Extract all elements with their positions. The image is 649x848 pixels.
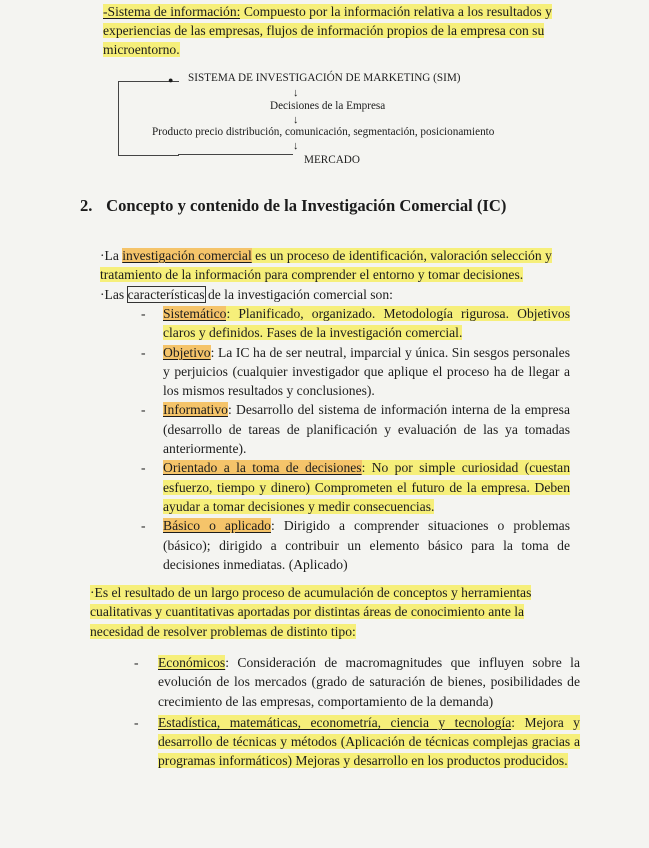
- feature-term: Básico o aplicado: [163, 518, 271, 534]
- list-item: [128, 653, 580, 711]
- dash: -: [141, 518, 146, 534]
- p2-pre: ·Las: [100, 287, 128, 302]
- arrow-down-icon: ↓: [293, 140, 299, 152]
- paragraph-origin: [90, 583, 578, 641]
- feature-text: : No por simple curiosidad (cuestan esfuerzo, tiempo y dinero) Comprometen el futuro de la empresa. Deben ayudar a tomar decisiones y medir consecuencias.: [163, 460, 570, 514]
- arrow-down-icon: ↓: [293, 114, 299, 126]
- list-item: [135, 400, 570, 458]
- areas-list: [128, 653, 580, 771]
- diagram-node-producto: Producto precio distribución, comunicación, segmentación, posicionamiento: [152, 126, 495, 138]
- area-term: Económicos: [158, 655, 226, 670]
- intro-term: -Sistema de información:: [103, 4, 241, 19]
- feature-text: : La IC ha de ser neutral, imparcial y única. Sin sesgos personales y perjuicios (cualquier investigador que aplique el proceso ha de llegar a los mismos resultados y conclusiones).: [163, 344, 570, 399]
- dash: -: [141, 402, 146, 418]
- features-list: [135, 304, 570, 574]
- paragraph-definition: [100, 246, 578, 285]
- dash: -: [134, 714, 139, 730]
- p1-highlight: investigación comercial: [122, 248, 252, 263]
- dash: -: [141, 306, 146, 321]
- p2-text: de la investigación comercial son:: [204, 287, 393, 302]
- feature-term: Sistemático: [163, 306, 227, 321]
- feature-term: Informativo: [163, 402, 228, 418]
- diagram-node-sim: SISTEMA DE INVESTIGACIÓN DE MARKETING (SIM): [188, 72, 461, 84]
- sim-diagram: [118, 72, 548, 172]
- dash: -: [141, 460, 146, 476]
- list-item: [128, 713, 580, 771]
- dash: -: [141, 344, 146, 360]
- feature-text: : Desarrollo del sistema de información interna de la empresa (desarrollo de tareas de planificación y evaluación de las ya tomadas anteriormente).: [163, 402, 570, 457]
- feature-text: : Planificado, organizado. Metodología rigurosa. Objetivos claros y definidos. Fases de la investigación comercial.: [163, 306, 570, 341]
- list-item: [135, 516, 570, 574]
- diagram-bracket-bottom: [178, 154, 293, 155]
- diagram-node-decisiones: Decisiones de la Empresa: [270, 100, 386, 112]
- p2-highlight: características: [127, 287, 205, 302]
- feature-term: Objetivo: [163, 344, 211, 360]
- list-item: [135, 304, 570, 343]
- arrow-down-icon: ↓: [293, 87, 299, 99]
- p3-text: ·Es el resultado de un largo proceso de acumulación de conceptos y herramientas cualitativas y cuantitativas aportadas por distintas áreas de conocimiento ante la necesidad de resolver problemas de distinto tipo:: [90, 585, 532, 639]
- intro-paragraph: [103, 2, 573, 59]
- dash: -: [134, 655, 139, 670]
- p1-pre: ·La: [100, 248, 123, 263]
- area-term: Estadística, matemáticas, econometría, ciencia y tecnología: [158, 714, 512, 730]
- p1-text: es un proceso de identificación, valoración selección y tratamiento de la información para comprender el entorno y tomar decisiones.: [100, 248, 552, 283]
- area-text: : Mejora y desarrollo de técnicas y métodos (Aplicación de técnicas complejas gracias a programas informáticos) Mejoras y desarrollo en los productos producidos.: [158, 714, 580, 769]
- feature-text: : Dirigido a comprender situaciones o problemas (básico); dirigido a contribuir un elemento básico para la toma de decisiones inmediatas. (Aplicado): [163, 518, 570, 572]
- paragraph-characteristics: [100, 285, 578, 304]
- diagram-bracket: [118, 81, 179, 156]
- section-number: 2.: [80, 196, 93, 215]
- feature-term: Orientado a la toma de decisiones: [163, 460, 362, 476]
- intro-text: Compuesto por la información relativa a los resultados y experiencias de las empresas, flujos de información propios de la empresa con su microentorno.: [103, 4, 552, 57]
- bullet-icon: ●: [168, 75, 174, 85]
- area-text: : Consideración de macromagnitudes que influyen sobre la evolución de los mercados (grado de saturación de bienes, posibilidades de crecimiento de las empresas, comportamiento de la demanda): [158, 655, 580, 709]
- section-heading: [80, 196, 506, 216]
- list-item: [135, 343, 570, 401]
- section-title: Concepto y contenido de la Investigación Comercial (IC): [106, 196, 507, 215]
- list-item: [135, 458, 570, 516]
- diagram-node-mercado: MERCADO: [304, 154, 360, 166]
